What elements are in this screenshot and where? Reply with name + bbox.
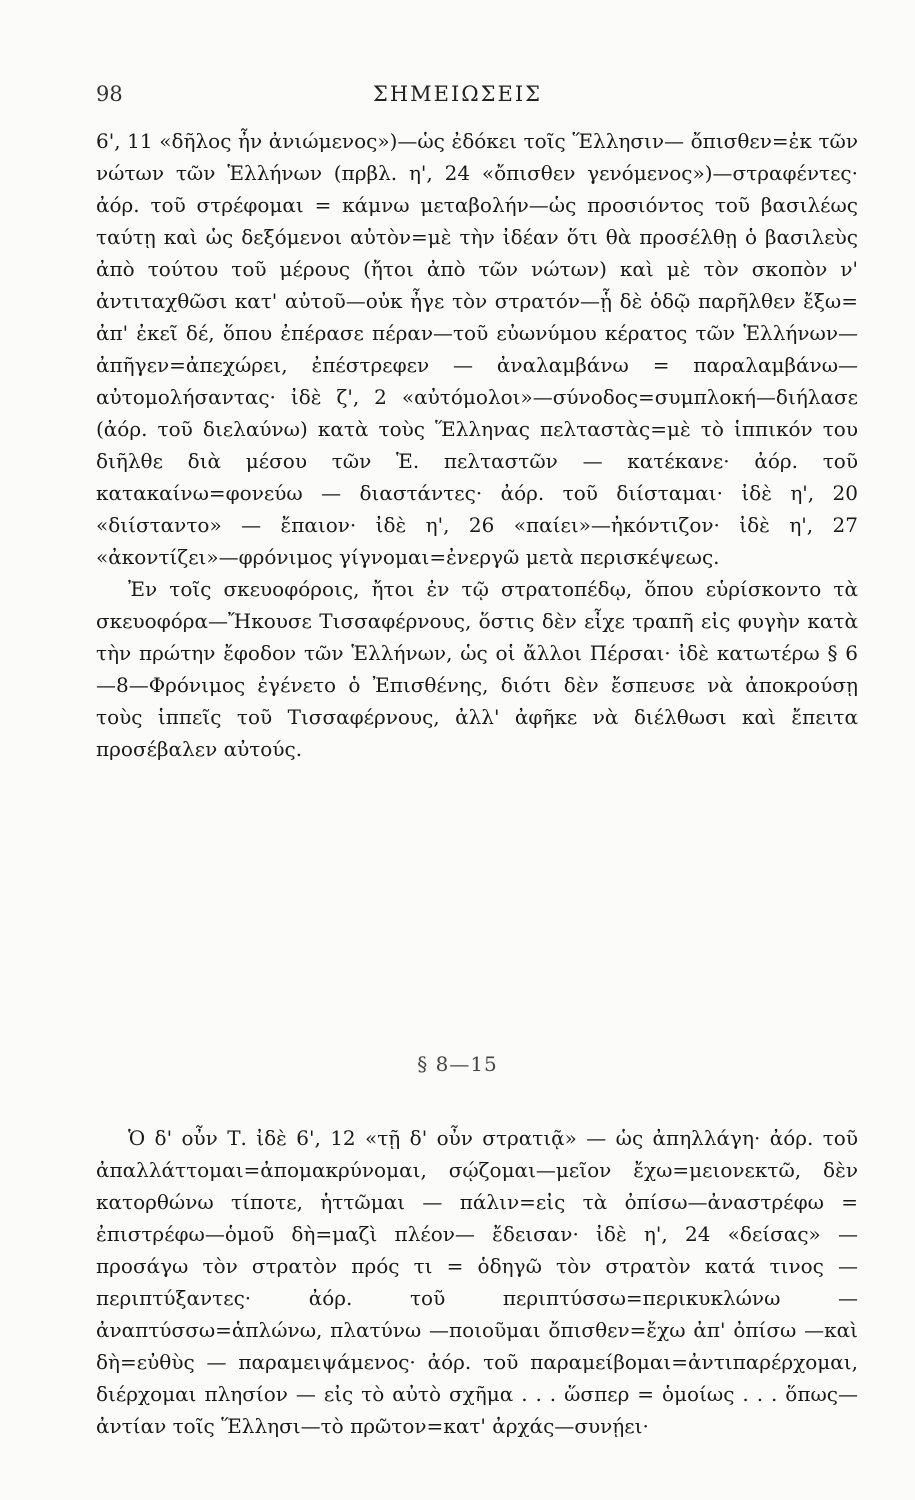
running-head: ΣΗΜΕΙΩΣΕΙΣ xyxy=(372,82,543,106)
notes-block-2 xyxy=(96,1122,858,1442)
page-number: 98 xyxy=(96,82,123,106)
page-header xyxy=(96,82,819,112)
section-heading: § 8—15 xyxy=(417,1052,498,1076)
note-paragraph: 6', 11 «δῆλος ἦν ἀνιώμενος»)—ὡς ἐδόκει τοῖς Ἕλλησιν— ὄπισθεν=ἐκ τῶν νώτων τῶν Ἑλλήνων (πρβλ. η', 24 «ὄπισθεν γενόμενος»)—στραφέντες· ἀόρ. τοῦ στρέφομαι = κάμνω μεταβολήν—ὡς προσιόντος τοῦ βασιλέως ταύτῃ καὶ ὡς δεξόμενοι αὐτὸν=μὲ τὴν ἰδέαν ὅτι θὰ προσέλθῃ ὁ βασιλεὺς ἀπὸ τούτου τοῦ μέρους (ἤτοι ἀπὸ τῶν νώτων) καὶ μὲ τὸν σκοπὸν ν' ἀντιταχθῶσι κατ' αὐτοῦ—οὐκ ἦγε τὸν στρατόν—ᾗ δὲ ὁδῷ παρῆλθεν ἔξω= ἀπ' ἐκεῖ δέ, ὅπου ἐπέρασε πέραν—τοῦ εὐωνύμου κέρατος τῶν Ἑλλήνων—ἀπῆγεν=ἀπεχώρει, ἐπέστρεφεν — ἀναλαμβάνω = παραλαμβάνω—αὐτομολήσαντας· ἰδὲ ζ', 2 «αὐτόμολοι»—σύνοδος=συμπλοκή—διήλασε (ἀόρ. τοῦ διελαύνω) κατὰ τοὺς Ἕλληνας πελταστὰς=μὲ τὸ ἱππικόν του διῆλθε διὰ μέσου τῶν Ἑ. πελταστῶν — κατέκανε· ἀόρ. τοῦ κατακαίνω=φονεύω — διαστάντες· ἀόρ. τοῦ διίσταμαι· ἰδὲ η', 20 «διίσταντο» — ἔπαιον· ἰδὲ η', 26 «παίει»—ἠκόντιζον· ἰδὲ η', 27 «ἀκοντίζει»—φρόνιμος γίγνομαι=ἐνεργῶ μετὰ περισκέψεως. xyxy=(96,129,858,569)
note-paragraph: Ἐν τοῖς σκευοφόροις, ἤτοι ἐν τῷ στρατοπέδῳ, ὅπου εὑρίσκοντο τὰ σκευοφόρα—Ἤκουσε Τισσαφέρνους, ὅστις δὲν εἶχε τραπῆ εἰς φυγὴν κατὰ τὴν πρώτην ἔφοδον τῶν Ἑλλήνων, ὡς οἱ ἄλλοι Πέρσαι· ἰδὲ κατωτέρω § 6—8—Φρόνιμος ἐγένετο ὁ Ἐπισθένης, διότι δὲν ἔσπευσε νὰ ἀποκρούσῃ τοὺς ἱππεῖς τοῦ Τισσαφέρνους, ἀλλ' ἀφῆκε νὰ διέλθωσι καὶ ἔπειτα προσέβαλεν αὐτούς. xyxy=(96,577,858,761)
notes-block-1 xyxy=(96,125,858,765)
note-paragraph: Ὁ δ' οὖν Τ. ἰδὲ 6', 12 «τῇ δ' οὖν στρατιᾷ» — ὡς ἀπηλλάγη· ἀόρ. τοῦ ἀπαλλάττομαι=ἀπομακρύνομαι, σῴζομαι—μεῖον ἔχω=μειονεκτῶ, δὲν κατορθώνω τίποτε, ἡττῶμαι — πάλιν=εἰς τὰ ὀπίσω—ἀναστρέφω = ἐπιστρέφω—ὁμοῦ δὴ=μαζὶ πλέον— ἔδεισαν· ἰδὲ η', 24 «δείσας» — προσάγω τὸν στρατὸν πρός τι = ὁδηγῶ τὸν στρατὸν κατά τινος — περιπτύξαντες· ἀόρ. τοῦ περιπτύσσω=περικυκλώνω — ἀναπτύσσω=ἁπλώνω, πλατύνω —ποιοῦμαι ὄπισθεν=ἔχω ἀπ' ὀπίσω —καὶ δὴ=εὐθὺς — παραμειψάμενος· ἀόρ. τοῦ παραμείβομαι=ἀντιπαρέρχομαι, διέρχομαι πλησίον — εἰς τὸ αὐτὸ σχῆμα . . . ὥσπερ = ὁμοίως . . . ὅπως—ἀντίαν τοῖς Ἕλλησι—τὸ πρῶτον=κατ' ἀρχάς—συνῄει· xyxy=(96,1126,858,1438)
